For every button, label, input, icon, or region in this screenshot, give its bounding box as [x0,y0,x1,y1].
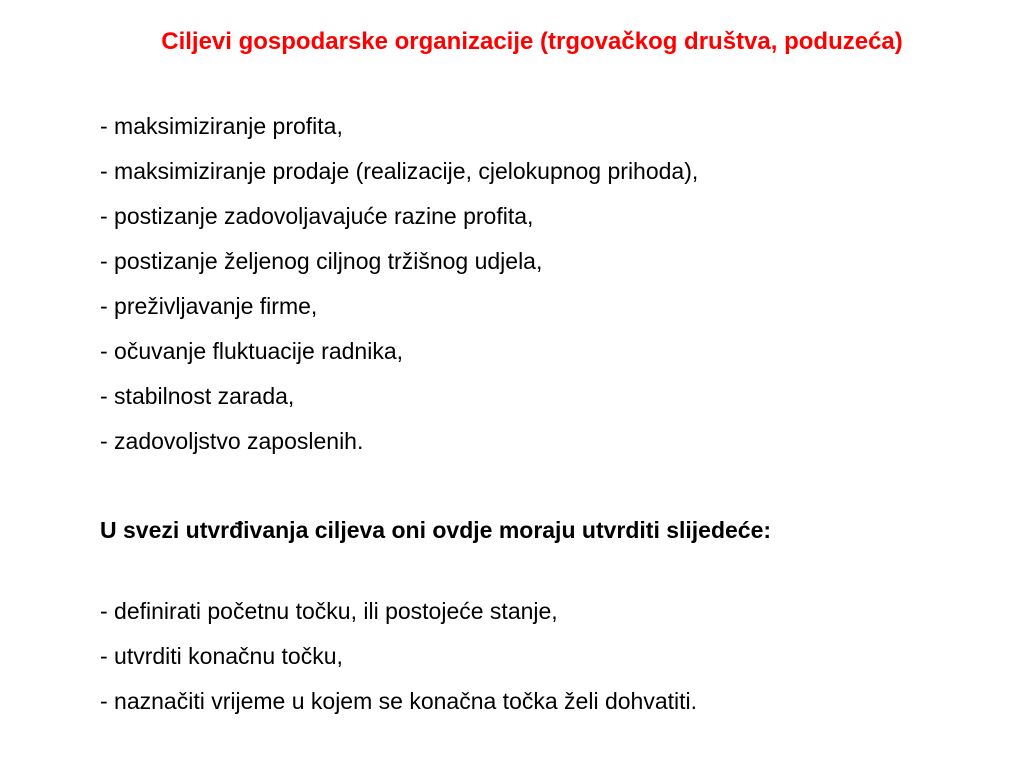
intro-paragraph: U svezi utvrđivanja ciljeva oni ovdje moraju utvrditi slijedeće: [100,517,772,543]
steps-list [100,589,964,724]
slide-title: Ciljevi gospodarske organizacije (trgovačkog društva, poduzeća) [161,28,903,55]
goal-item: - maksimiziranje profita, [100,113,343,139]
goal-item: - očuvanje fluktuacije radnika, [100,338,403,364]
goal-item: - postizanje zadovoljavajuće razine profita, [100,203,534,229]
goal-item: - maksimiziranje prodaje (realizacije, cjelokupnog prihoda), [100,158,699,184]
goal-item: - preživljavanje firme, [100,293,318,319]
step-item: - definirati početnu točku, ili postojeće stanje, [100,598,558,624]
goals-list [100,104,964,464]
goal-item: - stabilnost zarada, [100,383,295,409]
goal-item: - zadovoljstvo zaposlenih. [100,428,364,454]
step-item: - utvrditi konačnu točku, [100,643,343,669]
step-item: - naznačiti vrijeme u kojem se konačna točka želi dohvatiti. [100,688,698,714]
goal-item: - postizanje željenog ciljnog tržišnog udjela, [100,248,543,274]
